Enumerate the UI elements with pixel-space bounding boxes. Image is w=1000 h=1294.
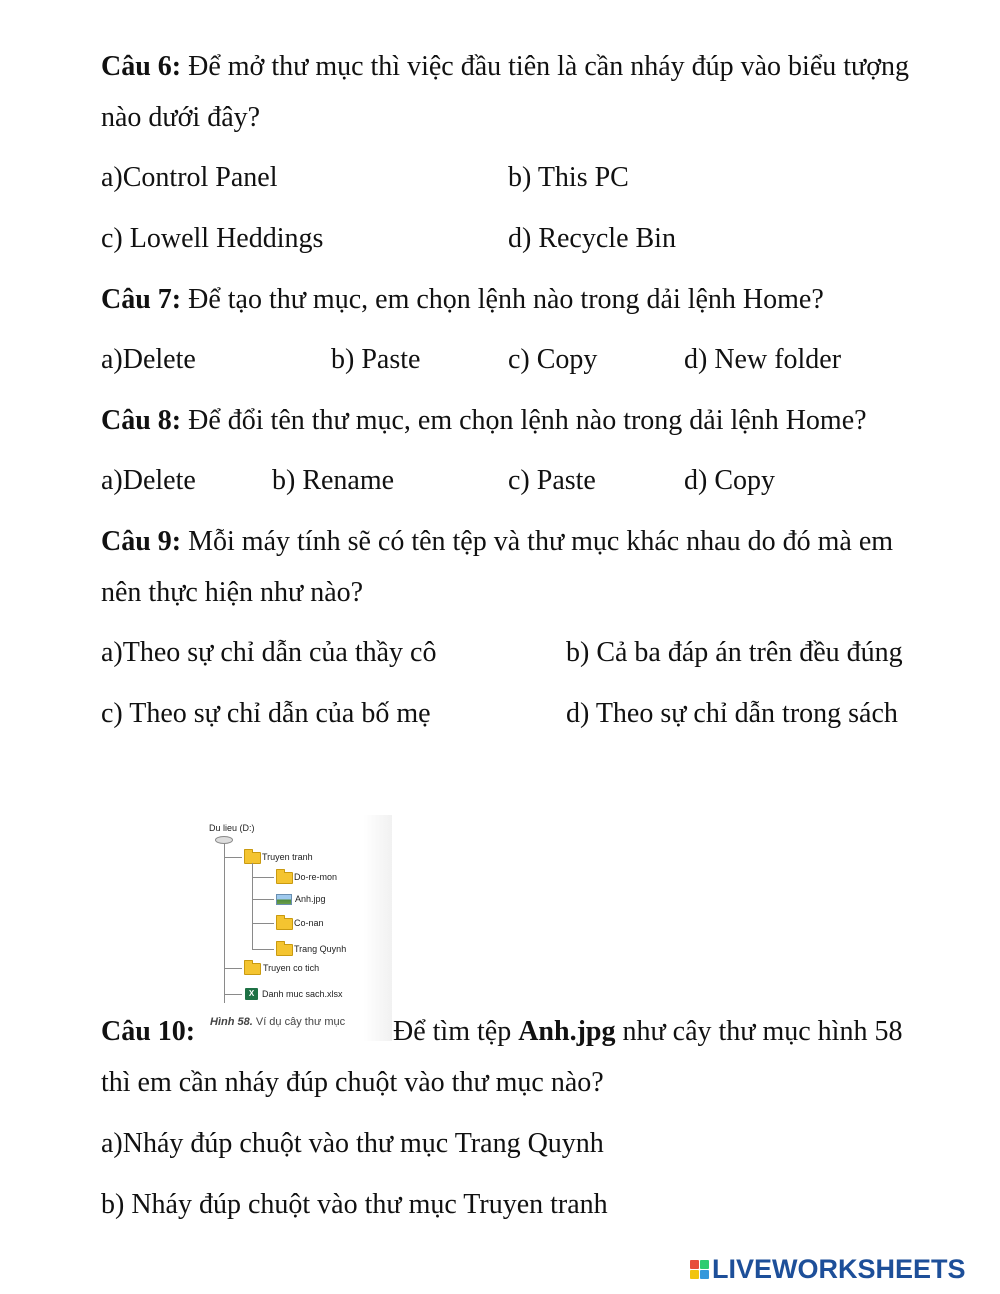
q8-label: Câu 8: bbox=[101, 405, 182, 436]
q7-option-a[interactable]: a)Delete bbox=[101, 344, 196, 375]
q8-option-c[interactable]: c) Paste bbox=[508, 465, 596, 496]
caption-text: Ví dụ cây thư mục bbox=[252, 1016, 346, 1028]
q7-text-1: Để tạo thư mục, em chọn lệnh nào trong dải lệnh Home? bbox=[181, 284, 824, 315]
tree-branch bbox=[224, 994, 242, 995]
q6-option-d[interactable]: d) Recycle Bin bbox=[508, 223, 676, 254]
tree-branch bbox=[224, 857, 242, 858]
item-danh-muc-sach: Danh muc sach.xlsx bbox=[262, 989, 343, 999]
q6-option-a[interactable]: a)Control Panel bbox=[101, 162, 278, 193]
drive-label: Du lieu (D:) bbox=[209, 823, 255, 833]
item-trang-quynh: Trang Quynh bbox=[294, 944, 347, 954]
q7-line1 bbox=[101, 283, 824, 317]
tree-branch bbox=[252, 949, 274, 950]
q10-line1 bbox=[393, 1015, 902, 1049]
logo-icon bbox=[690, 1260, 709, 1279]
folder-tree-figure bbox=[202, 815, 392, 1041]
caption-number: Hình 58. bbox=[210, 1016, 253, 1028]
figure-caption bbox=[210, 1016, 345, 1028]
tree-branch bbox=[252, 899, 274, 900]
q10-label: Câu 10: bbox=[101, 1016, 196, 1047]
q10-option-a[interactable]: a)Nháy đúp chuột vào thư mục Trang Quynh bbox=[101, 1128, 604, 1159]
q7-option-d[interactable]: d) New folder bbox=[684, 344, 842, 375]
item-do-re-mon: Do-re-mon bbox=[294, 872, 338, 882]
q7-option-c[interactable]: c) Copy bbox=[508, 344, 598, 375]
q6-label: Câu 6: bbox=[101, 51, 182, 82]
q10-filename: Anh.jpg bbox=[518, 1016, 616, 1047]
tree-branch bbox=[252, 877, 274, 878]
q8-text-1: Để đổi tên thư mục, em chọn lệnh nào trong dải lệnh Home? bbox=[181, 405, 867, 436]
q9-line1 bbox=[101, 525, 893, 559]
item-anh-jpg: Anh.jpg bbox=[295, 894, 326, 904]
image-file-icon bbox=[276, 894, 292, 905]
q6-line1 bbox=[101, 50, 909, 84]
q9-option-d[interactable]: d) Theo sự chỉ dẫn trong sách bbox=[566, 698, 898, 729]
q8-line1 bbox=[101, 404, 867, 438]
q10-option-b[interactable]: b) Nháy đúp chuột vào thư mục Truyen tranh bbox=[101, 1189, 608, 1220]
tree-line-root bbox=[224, 843, 225, 1003]
q9-option-b[interactable]: b) Cả ba đáp án trên đều đúng bbox=[566, 637, 903, 668]
q10-text-post: như cây thư mục hình 58 bbox=[615, 1016, 903, 1047]
q9-option-c[interactable]: c) Theo sự chỉ dẫn của bố mẹ bbox=[101, 698, 431, 729]
q8-option-d[interactable]: d) Copy bbox=[684, 465, 775, 496]
folder-icon bbox=[276, 872, 293, 884]
folder-icon bbox=[276, 944, 293, 956]
item-co-nan: Co-nan bbox=[294, 918, 324, 928]
folder-truyen-tranh: Truyen tranh bbox=[262, 852, 313, 862]
q9-text-1: Mỗi máy tính sẽ có tên tệp và thư mục khác nhau do đó mà em bbox=[181, 526, 894, 557]
q8-option-b[interactable]: b) Rename bbox=[272, 465, 395, 496]
q6-option-b[interactable]: b) This PC bbox=[508, 162, 629, 193]
q10-text-pre: Để tìm tệp bbox=[393, 1016, 519, 1047]
q6-option-c[interactable]: c) Lowell Heddings bbox=[101, 223, 324, 254]
q10-label-line bbox=[101, 1015, 195, 1049]
q6-text-1: Để mở thư mục thì việc đầu tiên là cần nháy đúp vào biểu tượng bbox=[181, 51, 910, 82]
brand-name: LIVEWORKSHEETS bbox=[712, 1253, 966, 1284]
q7-label: Câu 7: bbox=[101, 284, 182, 315]
q9-label: Câu 9: bbox=[101, 526, 182, 557]
q8-option-a[interactable]: a)Delete bbox=[101, 465, 196, 496]
tree-branch bbox=[224, 968, 242, 969]
q7-option-b[interactable]: b) Paste bbox=[331, 344, 421, 375]
q9-text-2: nên thực hiện như nào? bbox=[101, 577, 364, 608]
tree-line-sub bbox=[252, 863, 253, 949]
folder-truyen-co-tich: Truyen co tich bbox=[263, 963, 320, 973]
folder-icon bbox=[276, 918, 293, 930]
q9-option-a[interactable]: a)Theo sự chỉ dẫn của thầy cô bbox=[101, 637, 437, 668]
q10-text-2: thì em cần nháy đúp chuột vào thư mục nào? bbox=[101, 1067, 604, 1098]
excel-file-icon: X bbox=[245, 988, 258, 1000]
tree-branch bbox=[252, 923, 274, 924]
liveworksheets-logo bbox=[690, 1254, 966, 1284]
folder-icon bbox=[244, 963, 261, 975]
q6-text-2: nào dưới đây? bbox=[101, 102, 261, 133]
